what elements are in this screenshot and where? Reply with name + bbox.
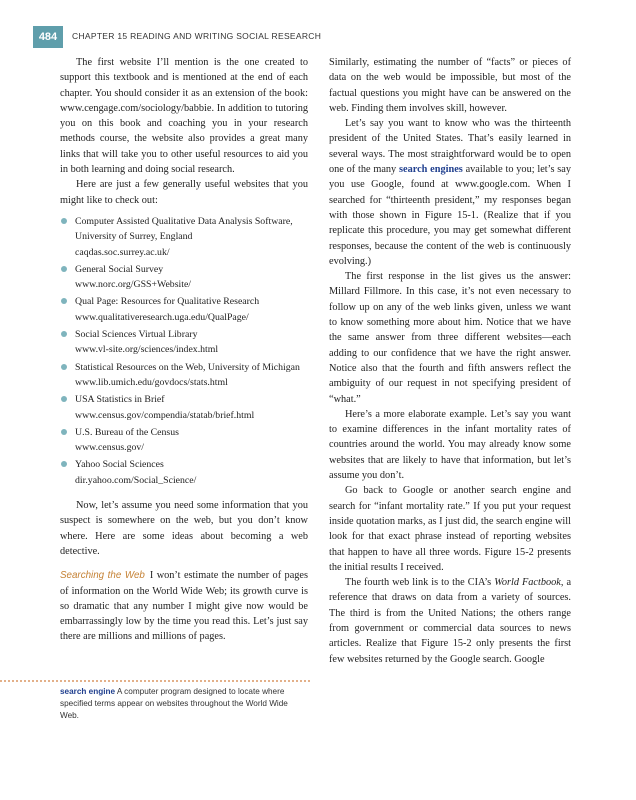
section-heading: Searching the Web	[60, 570, 145, 582]
list-item-url[interactable]: www.census.gov/	[75, 442, 145, 454]
list-item-url[interactable]: dir.yahoo.com/Social_Science/	[75, 474, 197, 486]
list-item-url[interactable]: caqdas.soc.surrey.ac.uk/	[75, 246, 170, 258]
list-item-title: USA Statistics in Brief	[75, 394, 165, 406]
left-column	[60, 55, 308, 645]
website-list	[60, 214, 308, 488]
footnote-divider	[0, 680, 310, 682]
list-item	[60, 294, 308, 325]
keyword-term: search engines	[399, 164, 463, 176]
list-item-url[interactable]: www.vl-site.org/sciences/index.html	[75, 344, 219, 356]
list-item-title: Social Sciences Virtual Library	[75, 329, 198, 341]
bullet-icon	[61, 331, 67, 337]
paragraph: Now, let’s assume you need some information that you suspect is somewhere on the web, but you don’t know where. Here are some ideas about becoming a web detective.	[60, 500, 308, 557]
paragraph: Similarly, estimating the number of “facts” or pieces of data on the web would be impossible, but most of the factual questions you might have can be answered on the web. Finding them involves skill, however.	[329, 57, 571, 114]
paragraph	[329, 116, 571, 269]
paragraph-text: I won’t estimate the number of pages of information on the World Wide Web; its growth curve is so dramatic that any number I might give now would be embarrassingly low by the time you read this. Let’s just say there are millions and millions of pages.	[60, 570, 308, 643]
italic-title: World Factbook	[494, 577, 561, 589]
right-column	[329, 55, 571, 667]
paragraph-text: available to you; let’s say you use Google, found at www.google.com. When I searched for “thirteenth president,” my responses began with those shown in Figure 15-1. (Realize that if you replicate this procedure, you may get somewhat different responses, because the content of the web is continuously evolving.)	[329, 164, 572, 267]
list-item-title: Yahoo Social Sciences	[75, 459, 164, 471]
paragraph: Go back to Google or another search engine and search for “infant mortality rate.” If you put your request inside quotation marks, as I just did, the search engine will look for that exact phrase instead of reporting websites that happen to have all three words. Figure 15-2 presents the initial results I received.	[329, 485, 571, 573]
bullet-icon	[61, 364, 67, 370]
bullet-icon	[61, 429, 67, 435]
paragraph-text: , a reference that draws on data from a variety of sources. The third is from the United Nations; the others range from government or commercial data sources to news articles. Realize that Figure 15-2 only presents the first few websites returned by the Google search. Google	[329, 577, 572, 665]
list-item	[60, 360, 308, 391]
glossary-term: search engine	[60, 687, 116, 696]
bullet-icon	[61, 298, 67, 304]
list-item	[60, 214, 308, 260]
list-item-url[interactable]: www.census.gov/compendia/statab/brief.html	[75, 409, 255, 421]
paragraph	[329, 575, 571, 667]
list-item-title: Statistical Resources on the Web, University of Michigan	[75, 361, 300, 373]
list-item-title: U.S. Bureau of the Census	[75, 426, 179, 438]
chapter-title: CHAPTER 15 READING AND WRITING SOCIAL RESEARCH	[72, 31, 322, 41]
bullet-icon	[61, 266, 67, 272]
bullet-icon	[61, 396, 67, 402]
bullet-icon	[61, 218, 67, 224]
bullet-icon	[61, 461, 67, 467]
list-item-url[interactable]: www.norc.org/GSS+Website/	[75, 279, 192, 291]
paragraph: Here’s a more elaborate example. Let’s say you want to examine differences in the infant mortality rates of countries around the world. You may already know some websites that are likely to have that information, but let’s assume you don’t.	[329, 408, 571, 482]
list-item	[60, 262, 308, 293]
list-item-url[interactable]: www.qualitativeresearch.uga.edu/QualPage/	[75, 311, 249, 323]
paragraph	[60, 568, 308, 644]
list-item	[60, 392, 308, 423]
list-item-url[interactable]: www.lib.umich.edu/govdocs/stats.html	[75, 376, 228, 388]
paragraph: The first website I’ll mention is the one created to support this textbook and is mentioned at the end of each chapter. You should consider it as an extension of the book: www.cengage.com/sociology/babbie. In addition to tutoring you on this book and coaching you in your research methods course, the website also provides a great many links that will take you to other useful resources to aid you in both learning and doing social research.	[60, 57, 308, 176]
paragraph-text: The fourth web link is to the CIA’s	[345, 577, 492, 589]
list-item-title: Computer Assisted Qualitative Data Analysis Software, University of Surrey, England	[75, 215, 293, 243]
paragraph: Here are just a few generally useful websites that you might like to check out:	[60, 179, 308, 206]
paragraph-text: Let’s say you want to know who was the thirteenth president of the United States. That’s easily learned in several ways. The most straightforward would be to open one of the many	[329, 118, 571, 176]
glossary-note	[60, 686, 308, 722]
list-item	[60, 457, 308, 488]
glossary-definition: A computer program designed to locate where specified terms appear on websites throughout the World Wide Web.	[60, 687, 288, 720]
paragraph: The first response in the list gives us the answer: Millard Fillmore. In this case, it’s not even necessary to follow up on any of the web links given, unless we want to know something more about him. Notice that we have the same answer from three different websites—each adding to our confidence that we have the right answer. Notice also that the fourth and fifth answers reflect the ambiguity of our request in not specifying president of “what.”	[329, 271, 571, 405]
list-item	[60, 425, 308, 456]
list-item-title: Qual Page: Resources for Qualitative Research	[75, 296, 260, 308]
page-number: 484	[33, 26, 63, 48]
list-item-title: General Social Survey	[75, 263, 164, 275]
list-item	[60, 327, 308, 358]
